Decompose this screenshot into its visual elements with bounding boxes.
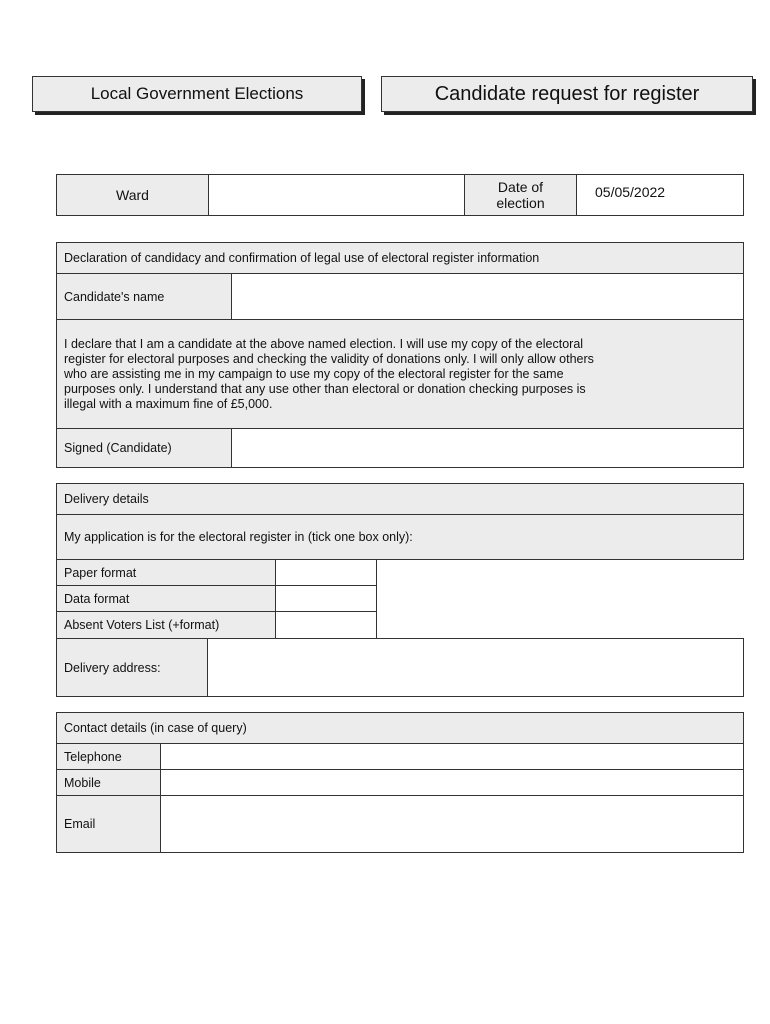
candidate-name-row [57,274,743,320]
telephone-row [57,744,743,770]
delivery-address-label [57,639,208,696]
signed-label [57,429,232,467]
statement-line: register for electoral purposes and checking the validity of donations only. I will only allow others [64,351,594,366]
delivery-section [56,483,744,697]
mobile-field[interactable] [161,770,743,795]
declaration-heading-text: Declaration of candidacy and confirmation of legal use of electoral register information [64,251,540,265]
candidate-name-label-text: Candidate's name [64,289,165,304]
header-left-title [32,76,362,112]
date-label-line2: election [496,195,545,211]
telephone-label-text: Telephone [64,749,122,764]
data-format-tickbox[interactable] [276,586,376,611]
email-label [57,796,161,852]
statement-line: illegal with a maximum fine of £5,000. [64,396,273,411]
declaration-statement-row [57,320,743,429]
mobile-label [57,770,161,795]
absent-voters-format-label-text: Absent Voters List (+format) [64,618,220,632]
ward-date-table [56,174,744,216]
declaration-heading [57,243,743,273]
signature-field[interactable] [232,429,743,467]
ward-label-text: Ward [116,187,149,203]
header-right-title-text: Candidate request for register [434,82,700,105]
telephone-label [57,744,161,769]
data-format-label [57,586,276,611]
declaration-heading-row [57,243,743,274]
signed-row [57,429,743,467]
statement-line: I declare that I am a candidate at the above named election. I will use my copy of the electoral [64,336,584,351]
header-left-title-text: Local Government Elections [90,84,304,103]
email-label-text: Email [64,817,96,831]
header-right-title [381,76,753,112]
candidate-name-field[interactable] [232,274,743,319]
absent-voters-format-label [57,612,276,638]
date-label-line1: Date of [497,179,544,195]
paper-format-label-text: Paper format [64,565,137,580]
absent-voters-format-tickbox[interactable] [276,612,376,638]
telephone-field[interactable] [161,744,743,769]
contact-heading-text: Contact details (in case of query) [64,721,247,735]
delivery-heading-box [56,483,744,560]
email-row [57,796,743,852]
delivery-instruction [57,515,743,559]
delivery-address-row [56,638,744,697]
mobile-row [57,770,743,796]
declaration-statement [57,320,743,428]
statement-line: purposes only. I understand that any use other than electoral or donation checking purposes is [64,381,586,396]
mobile-label-text: Mobile [64,775,101,790]
format-option-row [57,560,376,586]
format-option-row [57,612,376,638]
paper-format-tickbox[interactable] [276,560,376,585]
date-of-election-field[interactable] [577,175,743,215]
delivery-address-label-text: Delivery address: [64,660,161,675]
signed-label-text: Signed (Candidate) [64,441,172,455]
delivery-instruction-text: My application is for the electoral register in (tick one box only): [64,530,413,544]
declaration-section [56,242,744,468]
statement-line: who are assisting me in my campaign to use my copy of the electoral register for the same [64,366,564,381]
ward-field[interactable] [209,175,465,215]
ward-label [57,175,209,215]
paper-format-label [57,560,276,585]
contact-section [56,712,744,853]
date-of-election-label [465,175,577,215]
contact-heading-row [57,713,743,744]
format-option-row [57,586,376,612]
delivery-address-field[interactable] [208,639,743,696]
delivery-heading-text: Delivery details [64,492,149,506]
format-options-table [56,560,377,638]
delivery-heading [57,484,743,514]
email-field[interactable] [161,796,743,852]
candidate-name-label [57,274,232,319]
date-of-election-value: 05/05/2022 [595,184,666,200]
contact-heading [57,713,743,743]
data-format-label-text: Data format [64,591,130,606]
